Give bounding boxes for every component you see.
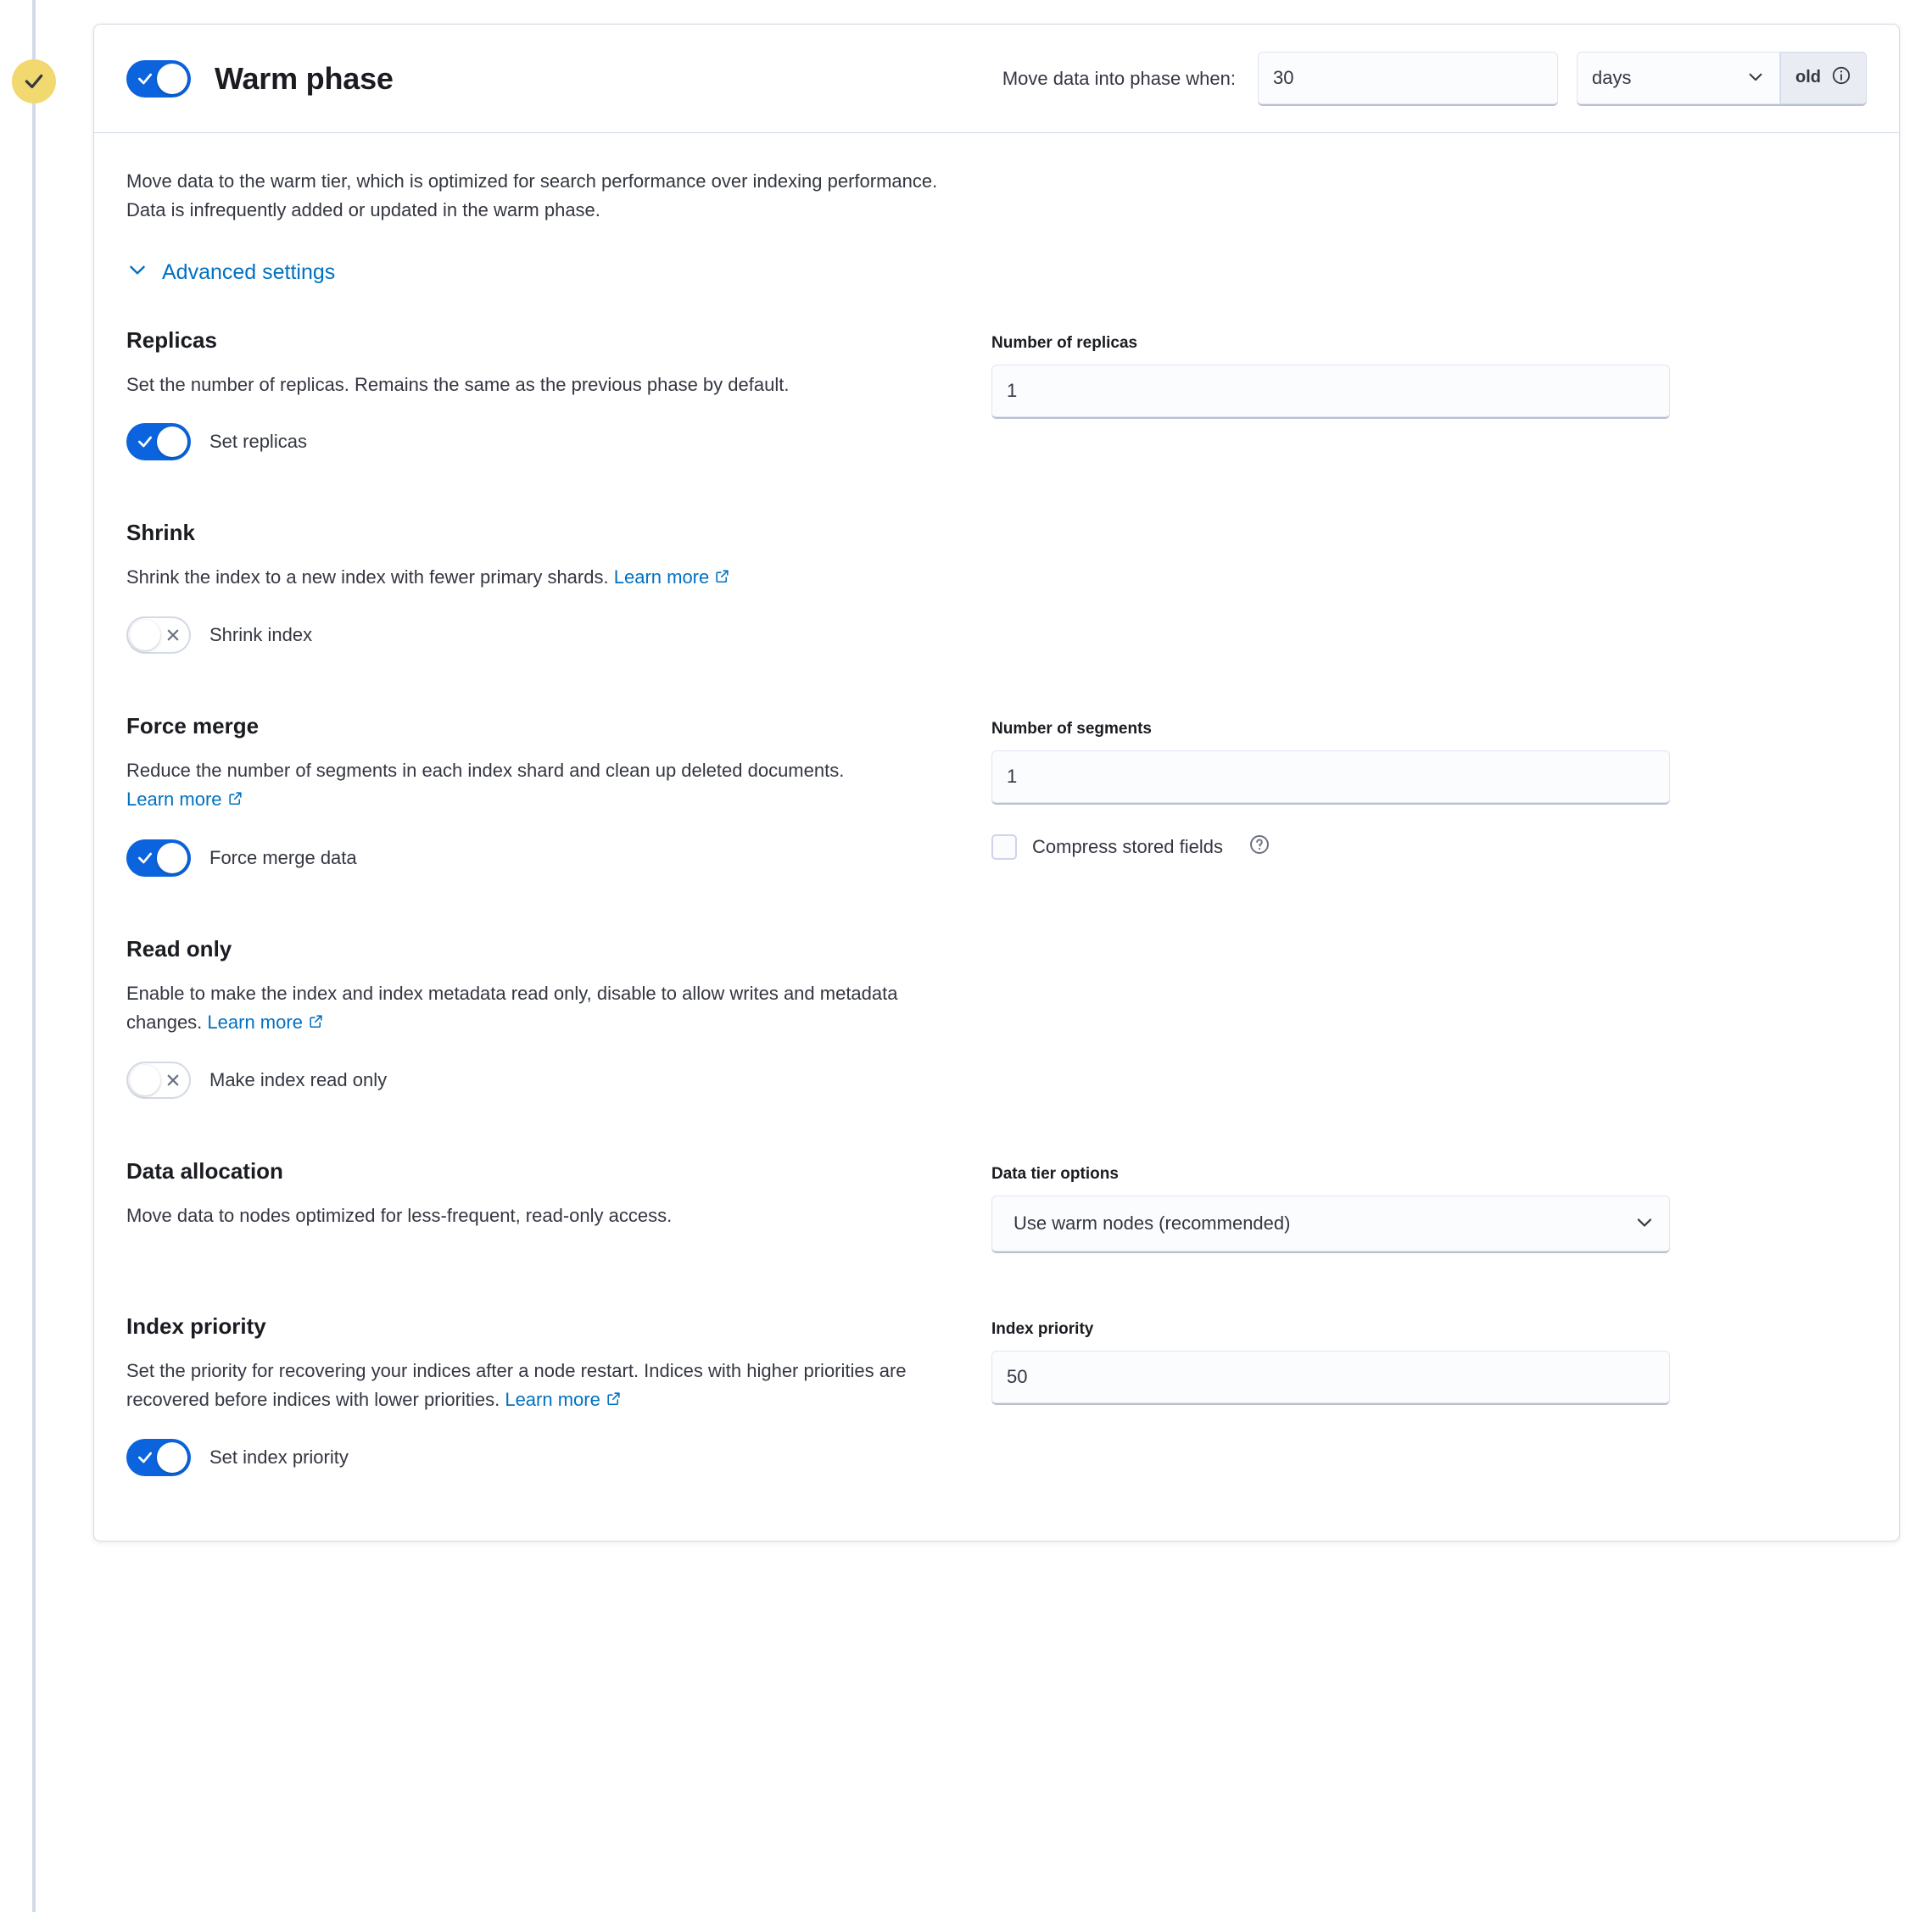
set-replicas-label: Set replicas bbox=[209, 431, 307, 453]
check-icon bbox=[137, 70, 154, 87]
section-title-force-merge: Force merge bbox=[126, 713, 260, 739]
section-title-read-only: Read only bbox=[126, 935, 232, 962]
page-title: Warm phase bbox=[215, 60, 394, 96]
make-index-read-only-toggle[interactable] bbox=[126, 1062, 191, 1099]
section-shrink bbox=[126, 520, 1867, 654]
compress-stored-fields-checkbox[interactable] bbox=[991, 834, 1017, 860]
section-force-merge bbox=[126, 713, 1867, 876]
section-read-only bbox=[126, 936, 1867, 1099]
read-only-row bbox=[126, 1062, 941, 1099]
toggle-knob bbox=[157, 843, 187, 873]
shrink-index-row bbox=[126, 616, 941, 654]
section-shrink-left bbox=[126, 520, 991, 654]
warm-phase-enable-toggle[interactable] bbox=[126, 60, 191, 98]
section-desc-shrink-text: Shrink the index to a new index with fewer primary shards. bbox=[126, 566, 609, 588]
min-age-append-text: old bbox=[1795, 68, 1821, 86]
number-of-segments-label: Number of segments bbox=[991, 720, 1152, 739]
section-data-allocation-left bbox=[126, 1158, 991, 1254]
check-icon bbox=[137, 1449, 154, 1466]
shrink-learn-more-link[interactable]: Learn more bbox=[613, 566, 710, 588]
set-index-priority-row bbox=[126, 1439, 941, 1476]
section-desc-read-only-text: Enable to make the index and index metadata read only, disable to allow writes and metadata changes. bbox=[126, 982, 898, 1033]
section-data-allocation-right bbox=[991, 1158, 1687, 1254]
read-only-learn-more-link[interactable]: Learn more bbox=[207, 1011, 303, 1033]
number-of-replicas-input[interactable] bbox=[991, 365, 1670, 419]
index-priority-label: Index priority bbox=[991, 1319, 1094, 1338]
number-of-replicas-label: Number of replicas bbox=[991, 334, 1138, 353]
force-merge-toggle[interactable] bbox=[126, 839, 191, 877]
min-age-units-select-wrap bbox=[1577, 52, 1780, 106]
set-replicas-toggle[interactable] bbox=[126, 423, 191, 460]
question-circle-icon[interactable] bbox=[1248, 833, 1270, 860]
section-replicas-right bbox=[991, 327, 1687, 460]
section-desc-read-only bbox=[126, 979, 941, 1038]
phase-header bbox=[94, 25, 1899, 133]
section-index-priority bbox=[126, 1313, 1867, 1476]
section-desc-shrink bbox=[126, 563, 941, 593]
shrink-index-label: Shrink index bbox=[209, 624, 313, 646]
section-replicas-left bbox=[126, 327, 991, 460]
advanced-settings-toggle[interactable] bbox=[126, 259, 335, 287]
section-replicas bbox=[126, 327, 1867, 460]
data-tier-options-label: Data tier options bbox=[991, 1164, 1119, 1183]
warm-phase-panel bbox=[93, 24, 1900, 1541]
cross-icon bbox=[165, 1073, 181, 1088]
external-link-icon bbox=[308, 1012, 324, 1034]
toggle-knob bbox=[157, 1442, 187, 1473]
data-tier-options-select[interactable] bbox=[991, 1196, 1670, 1253]
toggle-knob bbox=[157, 426, 187, 457]
external-link-icon bbox=[606, 1390, 622, 1411]
toggle-knob bbox=[157, 64, 187, 94]
min-age-append bbox=[1780, 52, 1867, 106]
set-replicas-row bbox=[126, 423, 941, 460]
phase-body bbox=[94, 133, 1899, 1541]
section-desc-force-merge bbox=[126, 756, 941, 815]
section-force-merge-left bbox=[126, 713, 991, 876]
phase-description: Move data to the warm tier, which is optimized for search performance over indexing performance. Data is infrequently added or updated in the warm phase. bbox=[126, 170, 938, 221]
force-merge-label: Force merge data bbox=[209, 846, 357, 868]
set-index-priority-label: Set index priority bbox=[209, 1447, 349, 1469]
number-of-segments-input[interactable] bbox=[991, 750, 1670, 805]
section-read-only-right bbox=[991, 936, 1687, 1099]
external-link-icon bbox=[714, 567, 730, 588]
spacer bbox=[126, 474, 1867, 520]
force-merge-row bbox=[126, 839, 941, 877]
index-priority-input[interactable] bbox=[991, 1351, 1670, 1405]
advanced-settings-label: Advanced settings bbox=[162, 260, 336, 285]
section-data-allocation bbox=[126, 1158, 1867, 1254]
info-icon[interactable] bbox=[1831, 65, 1851, 91]
compress-stored-fields-row bbox=[991, 833, 1687, 860]
spacer bbox=[126, 667, 1867, 713]
timeline-rail bbox=[32, 0, 36, 1912]
shrink-index-toggle[interactable] bbox=[126, 616, 191, 654]
toggle-knob bbox=[130, 620, 160, 650]
index-priority-learn-more-link[interactable]: Learn more bbox=[505, 1388, 600, 1410]
chevron-down-icon bbox=[126, 259, 148, 287]
phase-timeline-icon bbox=[12, 59, 56, 103]
toggle-knob bbox=[130, 1065, 160, 1095]
set-index-priority-toggle[interactable] bbox=[126, 1439, 191, 1476]
section-desc-index-priority-text: Set the priority for recovering your indices after a node restart. Indices with higher priorities are recovered before indices with lower priorities. bbox=[126, 1359, 907, 1410]
force-merge-learn-more-link[interactable]: Learn more bbox=[126, 789, 222, 811]
phase-min-age-controls bbox=[1002, 52, 1867, 106]
section-title-data-allocation: Data allocation bbox=[126, 1157, 283, 1184]
section-desc-replicas: Set the number of replicas. Remains the same as the previous phase by default. bbox=[126, 374, 790, 396]
check-icon bbox=[137, 850, 154, 867]
section-index-priority-right bbox=[991, 1313, 1687, 1476]
section-title-index-priority: Index priority bbox=[126, 1313, 266, 1339]
section-shrink-right bbox=[991, 520, 1687, 654]
spacer bbox=[126, 890, 1867, 936]
spacer bbox=[126, 1268, 1867, 1313]
section-title-shrink: Shrink bbox=[126, 520, 195, 546]
section-index-priority-left bbox=[126, 1313, 991, 1476]
section-title-replicas: Replicas bbox=[126, 327, 217, 354]
cross-icon bbox=[165, 627, 181, 643]
min-age-units-select[interactable] bbox=[1577, 52, 1780, 106]
check-icon bbox=[137, 433, 154, 450]
min-age-input[interactable] bbox=[1258, 52, 1558, 106]
section-desc-force-merge-text: Reduce the number of segments in each index shard and clean up deleted documents. bbox=[126, 760, 845, 782]
spacer bbox=[126, 1112, 1867, 1158]
section-read-only-left bbox=[126, 936, 991, 1099]
data-tier-options-select-wrap bbox=[991, 1196, 1670, 1253]
section-desc-index-priority bbox=[126, 1357, 941, 1415]
section-force-merge-right bbox=[991, 713, 1687, 876]
make-index-read-only-label: Make index read only bbox=[209, 1068, 388, 1090]
min-age-label: Move data into phase when: bbox=[1002, 67, 1236, 89]
section-desc-data-allocation: Move data to nodes optimized for less-frequent, read-only access. bbox=[126, 1204, 673, 1226]
compress-stored-fields-label: Compress stored fields bbox=[1032, 835, 1223, 857]
external-link-icon bbox=[227, 789, 243, 811]
